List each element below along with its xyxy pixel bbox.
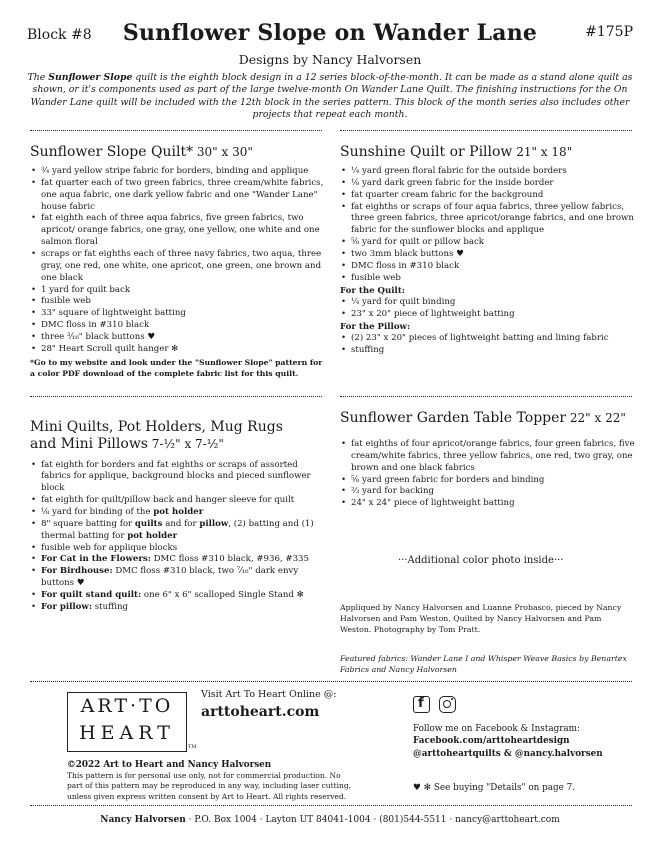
list-item: • scraps or fat eighths each of three navy fabrics, two aqua, three gray, one red, one white, one apricot, one green, one brown and one black [30,249,325,285]
visit-label: Visit Art To Heart Online @: [201,689,337,700]
materials-list [340,297,635,321]
quilt-subheading: For the Quilt: [340,285,405,296]
list-item: • fat eighths or scraps of four aqua fabrics, three yellow fabrics, three green fabrics, three apricot/orange fabrics, and one brown fabric for the sunflower blocks and applique [340,202,635,238]
website-note: *Go to my website and look under the "Sunflower Slope" pattern for a color PDF download of the complete fabric list for this quilt. [30,357,323,378]
sunshine-section [340,144,635,357]
copyright-text: This pattern is for personal use only, not for commercial production. No part of this pattern may be reproduced in any way, including laser cutting, unless given express written consent by Art to Heart. All rights reserved. [67,771,352,801]
list-item: • ⅝ yard for quilt or pillow back [340,237,635,249]
list-item: • 1 yard for quilt back [30,285,325,297]
table-topper-section [340,410,635,510]
social-icons [413,694,460,713]
materials-list [30,460,325,614]
pillow-subheading: For the Pillow: [340,321,411,332]
list-item: • fat quarter cream fabric for the background [340,190,635,202]
list-item: • For quilt stand quilt: one 6" x 6" scalloped Single Stand ✻ [30,590,325,602]
materials-list [340,439,635,510]
section-title: Mini Quilts, Pot Holders, Mug Rugs and Mini Pillows 7-½" x 7-½" [30,419,283,452]
list-item: • 8" square batting for quilts and for pillow, (2) batting and (1) thermal batting for pot holder [30,519,325,543]
list-item: • fat quarter each of two green fabrics, three cream/white fabrics, one aqua fabric, one dark yellow fabric and one "Wander Lane" house fabric [30,178,325,214]
list-item: • fat eighths of four apricot/orange fabrics, four green fabrics, five cream/white fabrics, three yellow fabrics, one red, two gray, one brown and one black fabrics [340,439,635,475]
list-item: • ⅛ yard for binding of the pot holder [30,507,325,519]
copyright-title: ©2022 Art to Heart and Nancy Halvorsen [67,760,272,770]
list-item: • fusible web for applique blocks [30,543,325,555]
section-title: Sunshine Quilt or Pillow 21" x 18" [340,144,573,160]
intro-paragraph: The Sunflower Slope quilt is the eighth block design in a 12 series block-of-the-month. It can be made as a stand alone quilt as shown, or it's components used as part of the large twelve-month On Wander Lane Quilt. The finishing instructions for the On Wander Lane quilt will be included with the 12th block in the series pattern. This block of the month series also includes other projects that repeat each month. [27,72,633,121]
pattern-code: #175P [585,24,633,40]
section-title: Sunflower Slope Quilt* 30" x 30" [30,144,253,160]
divider [30,396,322,397]
list-item: • ¼ yard green floral fabric for the outside borders [340,166,635,178]
divider [30,130,322,131]
social-follow: Follow me on Facebook & Instagram: Facebook.com/arttoheartdesign @arttoheartquilts & @nancy.halvorsen [413,724,603,759]
list-item: • 24" x 24" piece of lightweight batting [340,498,635,510]
list-item: • For Cat in the Flowers: DMC floss #310 black, #936, #335 [30,554,325,566]
instagram-icon[interactable] [439,696,456,713]
art-to-heart-logo: ART·TO HEART [67,692,187,752]
divider [340,396,632,397]
intro-bold-title: Sunflower Slope [48,72,133,83]
mini-quilts-section [30,419,325,614]
facebook-link[interactable]: Facebook.com/arttoheartdesign [413,736,570,747]
list-item: • 33" square of lightweight batting [30,308,325,320]
list-item: • 28" Heart Scroll quilt hanger ✻ [30,344,325,356]
featured-fabrics: Featured fabrics: Wander Lane I and Whisper Weave Basics by Benartex Fabrics and Nancy Halvorsen [340,654,627,674]
list-item: • ¾ yard yellow stripe fabric for borders, binding and applique [30,166,325,178]
materials-list [30,166,325,356]
list-item: • stuffing [340,345,635,357]
list-item: • ¼ yard for quilt binding [340,297,635,309]
list-item: • fat eighth each of three aqua fabrics, five green fabrics, two apricot/ orange fabrics, one gray, one yellow, one white and one salmon floral [30,213,325,249]
buying-note: ♥ ✻ See buying "Details" on page 7. [413,783,575,793]
list-item: • fat eighth for borders and fat eighths or scraps of assorted fabrics for applique, background blocks and pieced sunflower block [30,460,325,496]
list-item: • 23" x 20" piece of lightweight batting [340,309,635,321]
credits: Appliqued by Nancy Halvorsen and Luanne Probasco, pieced by Nancy Halvorsen and Pam Weston, Quilted by Nancy Halvorsen and Pam Weston. Photography by Tom Pratt. [340,603,622,634]
sunflower-slope-section [30,144,325,379]
footer-contact: Nancy Halvorsen · P.O. Box 1004 · Layton UT 84041-1004 · (801)544-5511 · nancy@arttoheart.com [100,815,560,825]
list-item: • ⅔ yard for backing [340,486,635,498]
designer-subtitle: Designs by Nancy Halvorsen [238,52,422,67]
instagram-handles[interactable]: @arttoheartquilts & @nancy.halvorsen [413,748,603,759]
materials-list [340,333,635,357]
block-number: Block #8 [27,27,92,43]
section-title: Sunflower Garden Table Topper 22" x 22" [340,410,626,426]
trademark: TM [188,744,197,750]
divider [30,681,632,682]
list-item: • ⅛ yard dark green fabric for the inside border [340,178,635,190]
list-item: • two 3mm black buttons ♥ [340,249,635,261]
website-link[interactable]: arttoheart.com [201,704,320,720]
page-title: Sunflower Slope on Wander Lane [122,20,538,46]
list-item: • DMC floss in #310 black [340,261,635,273]
facebook-icon[interactable]: f [413,696,430,713]
list-item: • ⅝ yard green fabric for borders and binding [340,475,635,487]
materials-list [340,166,635,285]
list-item: • three ³⁄₁₆" black buttons ♥ [30,332,325,344]
list-item: • fat eighth for quilt/pillow back and hanger sleeve for quilt [30,495,325,507]
list-item: • DMC floss in #310 black [30,320,325,332]
divider [340,130,632,131]
additional-photo-note: ···Additional color photo inside··· [398,555,564,566]
list-item: • For pillow: stuffing [30,602,325,614]
list-item: • fusible web [30,296,325,308]
divider [30,805,632,806]
list-item: • fusible web [340,273,635,285]
list-item: • For Birdhouse: DMC floss #310 black, two ⁷⁄₁₆" dark envy buttons ♥ [30,566,325,590]
list-item: • (2) 23" x 20" pieces of lightweight batting and lining fabric [340,333,635,345]
